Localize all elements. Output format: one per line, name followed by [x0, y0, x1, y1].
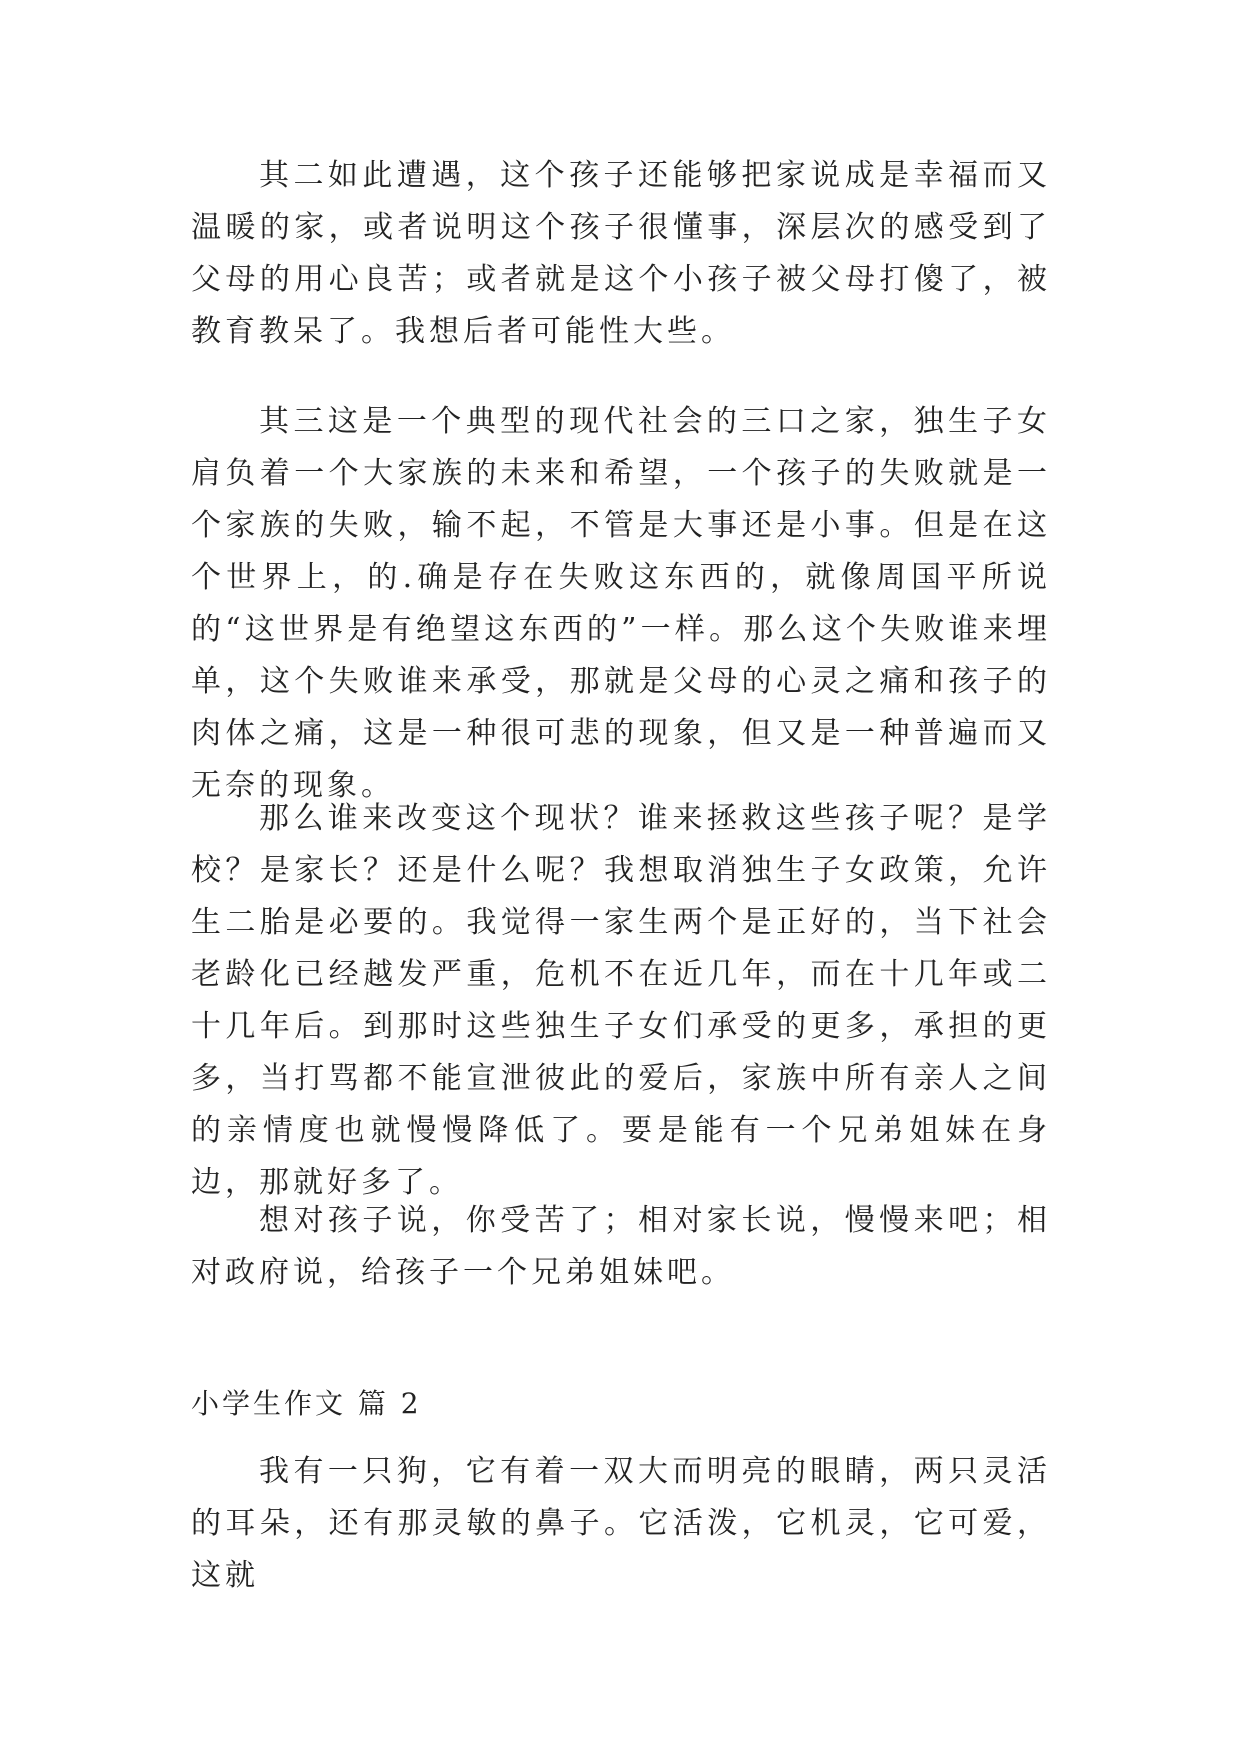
paragraph: 我有一只狗，它有着一双大而明亮的眼睛，两只灵活的耳朵，还有那灵敏的鼻子。它活泼，它机灵，它可爱，这就 [191, 1454, 1051, 1593]
section-heading: 小学生作文 篇 2 [191, 1387, 422, 1420]
paragraph: 其三这是一个典型的现代社会的三口之家，独生子女肩负着一个大家族的未来和希望，一个孩子的失败就是一个家族的失败，输不起，不管是大事还是小事。但是在这个世界上，的.确是存在失败这东西的，就像周国平所说的“这世界是有绝望这东西的”一样。那么这个失败谁来埋单，这个失败谁来承受，那就是父母的心灵之痛和孩子的肉体之痛，这是一种很可悲的现象，但又是一种普遍而又无奈的现象。 [191, 404, 1051, 803]
paragraph: 那么谁来改变这个现状？谁来拯救这些孩子呢？是学校？是家长？还是什么呢？我想取消独生子女政策，允许生二胎是必要的。我觉得一家生两个是正好的，当下社会老龄化已经越发严重，危机不在近几年，而在十几年或二十几年后。到那时这些独生子女们承受的更多，承担的更多，当打骂都不能宣泄彼此的爱后，家族中所有亲人之间的亲情度也就慢慢降低了。要是能有一个兄弟姐妹在身边，那就好多了。 [191, 801, 1051, 1200]
paragraph: 想对孩子说，你受苦了；相对家长说，慢慢来吧；相对政府说，给孩子一个兄弟姐妹吧。 [191, 1203, 1051, 1290]
paragraph: 其二如此遭遇，这个孩子还能够把家说成是幸福而又温暖的家，或者说明这个孩子很懂事，深层次的感受到了父母的用心良苦；或者就是这个小孩子被父母打傻了，被教育教呆了。我想后者可能性大些。 [191, 158, 1051, 349]
